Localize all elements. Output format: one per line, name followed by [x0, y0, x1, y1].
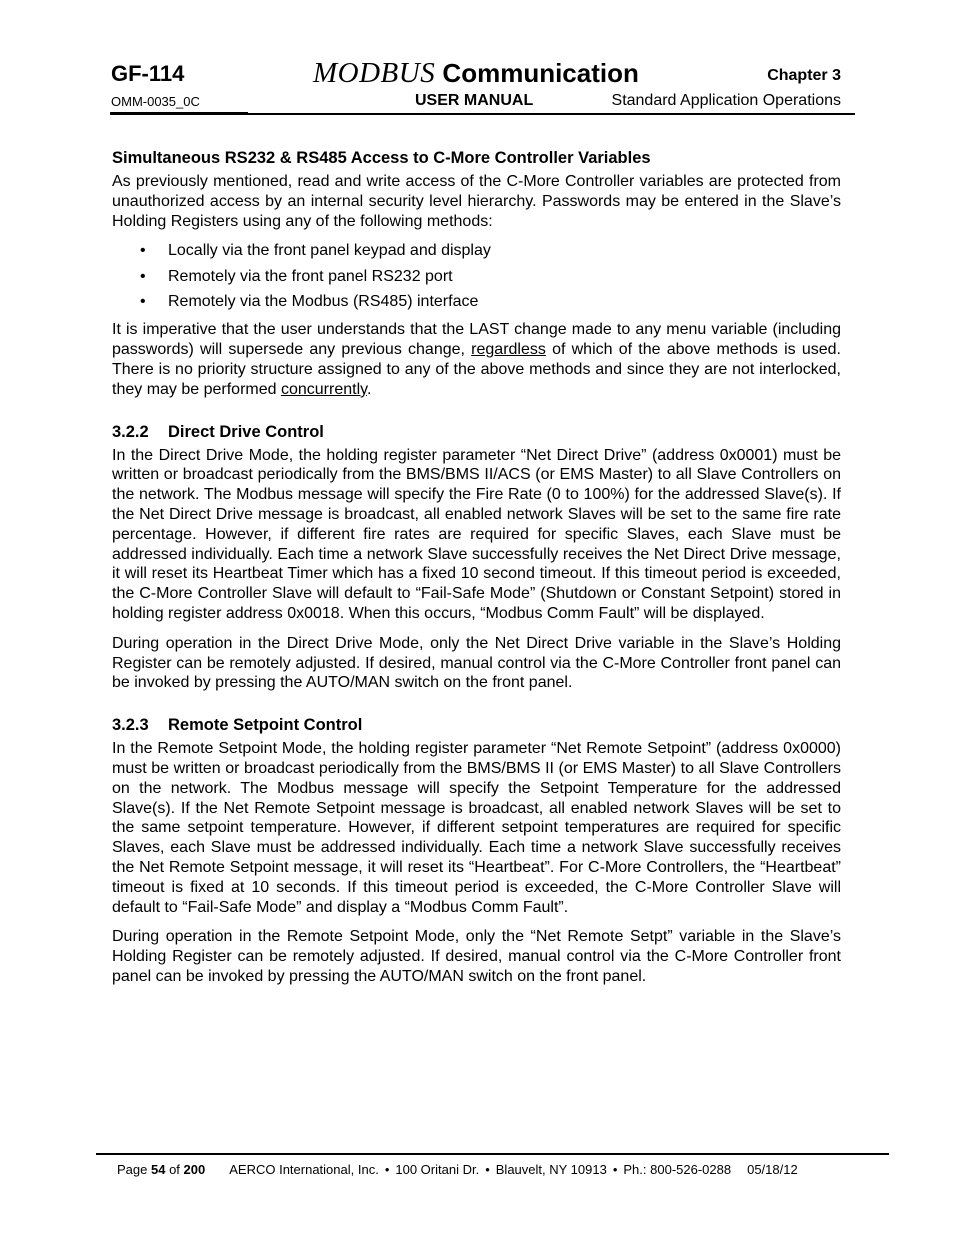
- paragraph-last-change: It is imperative that the user understands that the LAST change made to any menu variable (including passwords) will supersede any previous change, regardless of which of the above methods is used. There is no priority structure assigned to any of the above methods and since they are not interlocked, they may be performed concurrently.: [112, 321, 841, 398]
- document-number: OMM-0035_0C: [111, 94, 200, 109]
- company-phone: Ph.: 800-526-0288: [623, 1162, 732, 1177]
- paragraph-direct-drive-2: During operation in the Direct Drive Mode, only the Net Direct Drive variable in the Slave’s Holding Register can be remotely adjusted. If desired, manual control via the C-More Controller front panel can be invoked by pressing the AUTO/MAN switch on the front panel.: [112, 634, 841, 692]
- paragraph-remote-setpoint-1: In the Remote Setpoint Mode, the holding register parameter “Net Remote Setpoint” (address 0x0000) must be written or broadcast periodically from the BMS/BMS II (or EMS Master) to all Slave Controllers on the network. The Modbus message will specify the Setpoint Temperature for the addressed Slave(s). If the Net Remote Setpoint message is broadcast, all enabled network Slaves will be set to the same setpoint temperature. However, if different setpoint temperatures are required for specific Slaves, each Slave must be addressed individually. Each time a network Slave successfully receives the Net Remote Setpoint message, it will reset its “Heartbeat”. For C-More Controllers, the “Heartbeat” timeout is fixed at 10 seconds. If this timeout period is exceeded, the C-More Controller Slave will default to “Fail-Safe Mode” and display a “Modbus Comm Fault”.: [112, 740, 841, 916]
- section-heading-remote-setpoint: 3.2.3 Remote Setpoint Control: [112, 716, 363, 735]
- manual-label: USER MANUAL: [415, 92, 534, 109]
- chapter-label: Chapter 3: [767, 67, 841, 84]
- page-number: 54: [150, 1162, 166, 1177]
- separator-dot: •: [612, 1162, 618, 1177]
- page-title: [313, 57, 639, 90]
- list-item: • Remotely via the front panel RS232 port: [140, 267, 453, 285]
- document-id: GF-114: [111, 61, 185, 86]
- page-total: 200: [183, 1162, 206, 1177]
- footer-date: 05/18/12: [747, 1162, 798, 1177]
- section-heading-simultaneous-access: Simultaneous RS232 & RS485 Access to C-More Controller Variables: [112, 149, 651, 167]
- header-rule: [110, 113, 855, 115]
- paragraph-access-intro: As previously mentioned, read and write access of the C-More Controller variables are protected from unauthorized access by an internal security level hierarchy. Passwords may be entered in the Slave’s Holding Registers using any of the following methods:: [112, 173, 841, 230]
- separator-dot: •: [485, 1162, 490, 1177]
- methods-list: [112, 241, 841, 312]
- page-footer: Page 54 of 200 AERCO International, Inc. • 100 Oritani Dr. • Blauvelt, NY 10913 • Ph.: 800-526-0288 05/18/12: [117, 1162, 798, 1177]
- bullet-icon: •: [140, 242, 146, 260]
- page-content: [112, 148, 841, 997]
- bullet-icon: •: [140, 267, 146, 285]
- company-address: 100 Oritani Dr.: [395, 1162, 480, 1177]
- company-city: Blauvelt, NY 10913: [495, 1162, 607, 1177]
- footer-rule: [96, 1153, 889, 1155]
- section-number: 3.2.3: [112, 716, 149, 735]
- title-communication: Communication: [435, 58, 639, 88]
- underlined-regardless: regardless: [471, 341, 546, 359]
- paragraph-direct-drive-1: In the Direct Drive Mode, the holding register parameter “Net Direct Drive” (address 0x0001) must be written or broadcast periodically from the BMS/BMS II/ACS (or EMS Master) to all Slave Controllers on the network. The Modbus message will specify the Fire Rate (0 to 100%) for the addressed Slave(s). If the Net Direct Drive message is broadcast, all enabled network Slaves will be set to the same fire rate percentage. However, if different fire rates are required for specific Slaves, each Slave must be addressed individually. Each time a network Slave successfully receives the Net Direct Drive message, it will reset its Heartbeat Timer which has a fixed 10 second timeout. If this timeout period is exceeded, the C-More Controller Slave will default to “Fail-Safe Mode” (Shutdown or Constant Setpoint) stored in holding register address 0x0018. When this occurs, “Modbus Comm Fault” will be displayed.: [112, 446, 841, 622]
- underlined-concurrently: concurrently: [280, 380, 367, 398]
- list-item: • Locally via the front panel keypad and display: [140, 242, 491, 260]
- bullet-icon: •: [140, 293, 146, 311]
- section-number: 3.2.2: [112, 422, 149, 441]
- section-label: Standard Application Operations: [611, 92, 841, 109]
- company-name: AERCO International, Inc.: [229, 1162, 379, 1177]
- paragraph-remote-setpoint-2: During operation in the Remote Setpoint Mode, only the “Net Remote Setpt” variable in the Slave’s Holding Register can be remotely adjusted. If desired, manual control via the C-More Controller front panel can be invoked by pressing the AUTO/MAN switch on the front panel.: [112, 928, 841, 985]
- section-heading-direct-drive: 3.2.2 Direct Drive Control: [112, 422, 324, 441]
- title-modbus: MODBUS: [313, 57, 436, 89]
- list-item: • Remotely via the Modbus (RS485) interface: [140, 293, 479, 311]
- separator-dot: •: [384, 1162, 390, 1177]
